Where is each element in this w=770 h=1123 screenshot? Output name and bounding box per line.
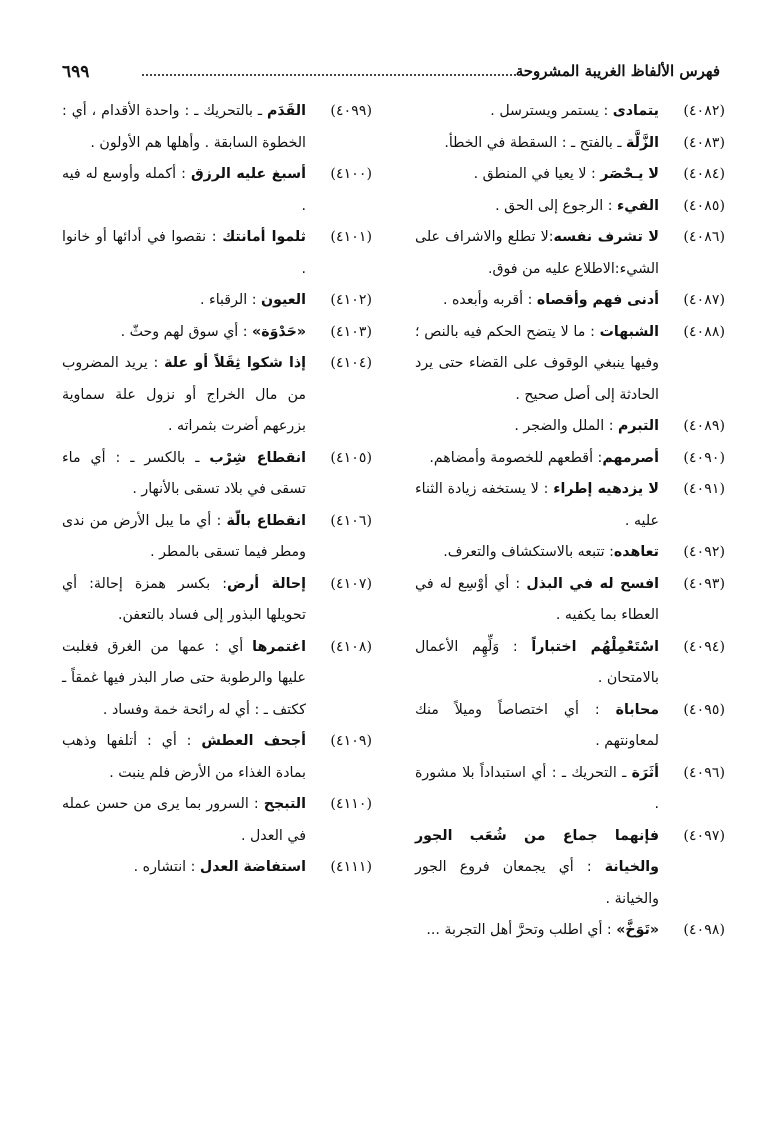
entry-term: التبجح: [263, 796, 306, 812]
glossary-entry: [415, 128, 725, 160]
entry-number: (٤٠٩٥): [683, 701, 725, 718]
entry-number: (٤١١٠): [330, 796, 372, 812]
entry-definition: : الملل والضجر .: [514, 418, 618, 434]
entry-term: يتمادى: [612, 103, 659, 119]
entry-definition: : يستمر ويسترسل .: [490, 103, 613, 119]
glossary-entry: [415, 222, 725, 285]
entry-definition: : لا يعيا في المنطق .: [473, 166, 601, 182]
entry-number: (٤٠٨٦): [683, 229, 725, 245]
entry-number: (٤٠٨٤): [683, 166, 725, 182]
entry-definition: : السرور بما يرى من حسن عمله في العدل .: [62, 796, 306, 844]
entry-number: (٤١٠٠): [330, 166, 372, 182]
entry-number: (٤٠٩٧): [683, 827, 725, 844]
entry-definition: ـ بالكسر ـ : أي ماء تسقى في بلاد تسقى بالأنهار .: [62, 449, 306, 497]
entry-number: (٤١٠٦): [330, 512, 372, 529]
entry-number: (٤١٠٧): [330, 575, 372, 592]
entry-definition: : أقربه وأبعده .: [442, 292, 537, 308]
entry-number: (٤٠٨٢): [683, 103, 725, 119]
glossary-entry: [62, 317, 372, 349]
glossary-entry: [62, 789, 372, 852]
entry-definition: أي : عمها من الغرق فغلبت عليها والرطوبة حتى صار البذر فيها غمقاً ـ ككتف ـ : أي له رائحة خمة وفساد .: [62, 638, 306, 718]
entry-number: (٤٠٨٩): [683, 418, 725, 434]
entry-definition: : تتبعه بالاستكشاف والتعرف.: [443, 544, 614, 560]
entry-definition: :لا تطلع والاشراف على الشيء:الاطلاع عليه من فوق.: [415, 229, 659, 277]
entry-definition: : أي يجمعان فروع الجور والخيانة .: [415, 859, 659, 907]
glossary-entry: [415, 96, 725, 128]
entry-definition: : أي سوق لهم وحثّ .: [120, 323, 253, 340]
entry-number: (٤١٠٤): [330, 355, 372, 371]
entry-term: انقطاع شِرْب: [209, 449, 306, 466]
entry-definition: : ما لا يتضح الحكم فيه بالنص ؛ وفيها ينبغي الوقوف على القضاء حتى يرد الحادثة إلى أصل صحيح .: [415, 323, 659, 403]
entry-term: افسح له في البذل: [526, 575, 659, 592]
glossary-entry: [62, 852, 372, 884]
entry-number: (٤٠٨٧): [683, 292, 725, 308]
entry-number: (٤١١١): [330, 859, 372, 875]
entry-term: أصرمهم: [602, 449, 659, 466]
entry-term: لا تشرف نفسه: [553, 229, 659, 245]
entry-definition: : بكسر همزة إحالة: أي تحويلها البذور إلى فساد بالتعفن.: [62, 575, 306, 623]
entry-term: أدنى فهم وأقصاه: [536, 292, 659, 308]
entry-number: (٤٠٩١): [683, 481, 725, 497]
entry-definition: ـ بالفتح ـ : السقطة في الخطأ.: [444, 134, 627, 151]
entry-definition: : نقصوا في أدائها أو خانوا .: [62, 229, 306, 277]
glossary-entry: [415, 758, 725, 821]
entry-definition: : أي : أتلفها وذهب بمادة الغذاء من الأرض فلم ينبت .: [62, 733, 306, 781]
left-column: [62, 96, 372, 884]
entry-term: فإنهما جماع من شُعَب الجور والخيانة: [415, 827, 659, 875]
entry-term: «تَوَخَّ»: [616, 922, 659, 938]
glossary-entry: [415, 915, 725, 947]
entry-number: (٤٠٩٩): [330, 103, 372, 119]
leader-dots: [142, 74, 520, 76]
glossary-entry: [415, 821, 725, 916]
glossary-entry: [62, 348, 372, 443]
entry-number: (٤٠٩٦): [683, 764, 725, 781]
entry-definition: : أي أوْسِع له في العطاء بما يكفيه .: [415, 575, 659, 623]
running-title: فهرس الألفاظ الغريبة المشروحة: [515, 62, 720, 80]
glossary-entry: [415, 474, 725, 537]
entry-term: لا يـحْصَر: [600, 166, 659, 182]
entry-number: (٤٠٨٥): [683, 197, 725, 214]
entry-number: (٤١٠١): [330, 229, 372, 245]
page-header: [62, 62, 720, 92]
entry-number: (٤١٠٢): [330, 292, 372, 308]
entry-number: (٤٠٩٨): [683, 922, 725, 938]
entry-number: (٤٠٩٤): [683, 638, 725, 655]
glossary-entry: [62, 159, 372, 222]
glossary-entry: [415, 411, 725, 443]
entry-number: (٤١٠٥): [330, 449, 372, 466]
entry-number: (٤٠٩٣): [683, 575, 725, 592]
entry-term: ثلموا أمانتك: [222, 229, 306, 245]
glossary-entry: [415, 191, 725, 223]
entry-definition: : يريد المضروب من مال الخراج أو نزول علة سماوية بزرعهم أضرت بثمراته .: [62, 355, 306, 434]
entry-term: أثَرَة: [631, 764, 659, 781]
glossary-entry: [415, 537, 725, 569]
entry-number: (٤١٠٣): [330, 323, 372, 340]
entry-definition: : أكمله وأوسع له فيه .: [62, 166, 306, 214]
glossary-entry: [62, 285, 372, 317]
glossary-entry: [415, 569, 725, 632]
entry-term: التبرم: [618, 418, 659, 434]
entry-term: استفاضة العدل: [199, 859, 306, 875]
entry-definition: : الرجوع إلى الحق .: [495, 197, 617, 214]
glossary-entry: [415, 159, 725, 191]
entry-term: لا يزدهيه إطراء: [553, 481, 660, 497]
glossary-entry: [415, 285, 725, 317]
entry-number: (٤٠٨٨): [683, 323, 725, 340]
right-column: [415, 96, 725, 947]
entry-definition: : وَلِّهِم الأعمال بالامتحان .: [415, 638, 659, 686]
glossary-entry: [415, 317, 725, 412]
entry-term: الشبهات: [599, 323, 659, 340]
entry-term: العيون: [261, 292, 306, 308]
entry-number: (٤١٠٩): [330, 733, 372, 749]
entry-term: تعاهده: [613, 544, 659, 560]
entry-term: الزَّلَّة: [626, 134, 659, 151]
entry-term: محاباة: [615, 701, 659, 718]
entry-number: (٤٠٩٢): [683, 544, 725, 560]
glossary-entry: [415, 632, 725, 695]
entry-definition: ـ بالتحريك ـ : واحدة الأقدام ، أي : الخطوة السابقة . وأهلها هم الأولون .: [62, 103, 306, 151]
entry-definition: : أي ما يبل الأرض من ندى ومطر فيما تسقى بالمطر .: [62, 512, 306, 560]
entry-definition: : الرقباء .: [200, 292, 261, 308]
glossary-entry: [62, 443, 372, 506]
entry-term: اسْتَعْمِلْهُم اختباراً: [531, 638, 659, 655]
entry-definition: : أقطعهم للخصومة وأمضاهم.: [429, 449, 603, 466]
glossary-entry: [62, 96, 372, 159]
glossary-entry: [62, 569, 372, 632]
entry-term: «حَدْوَة»: [252, 323, 306, 340]
entry-definition: : لا يستخفه زيادة الثناء عليه .: [415, 481, 659, 529]
entry-term: أجحف العطش: [201, 733, 306, 749]
entry-definition: ـ التحريك ـ : أي استبداداً بلا مشورة .: [415, 764, 659, 812]
entry-number: (٤١٠٨): [330, 638, 372, 655]
entry-term: انقطاع بالّة: [226, 512, 306, 529]
entry-term: إحالة أرض: [227, 575, 307, 592]
glossary-entry: [415, 695, 725, 758]
entry-number: (٤٠٨٣): [683, 134, 725, 151]
glossary-entry: [415, 443, 725, 475]
entry-term: اغتمرها: [252, 638, 306, 655]
entry-definition: : انتشاره .: [133, 859, 200, 875]
entry-definition: : أي اختصاصاً وميلاً منك لمعاونتهم .: [415, 701, 659, 749]
glossary-entry: [62, 726, 372, 789]
glossary-entry: [62, 222, 372, 285]
entry-term: إذا شكوا ثِقَلاً أو علة: [164, 355, 306, 371]
entry-term: الفيء: [616, 197, 659, 214]
entry-number: (٤٠٩٠): [683, 449, 725, 466]
glossary-entry: [62, 632, 372, 727]
glossary-entry: [62, 506, 372, 569]
entry-term: القَدَم: [267, 103, 306, 119]
page-number: ٦٩٩: [62, 62, 90, 82]
entry-definition: : أي اطلب وتحرَّ أهل التجربة ...: [426, 922, 617, 938]
entry-term: أسبغ عليه الرزق: [190, 166, 306, 182]
